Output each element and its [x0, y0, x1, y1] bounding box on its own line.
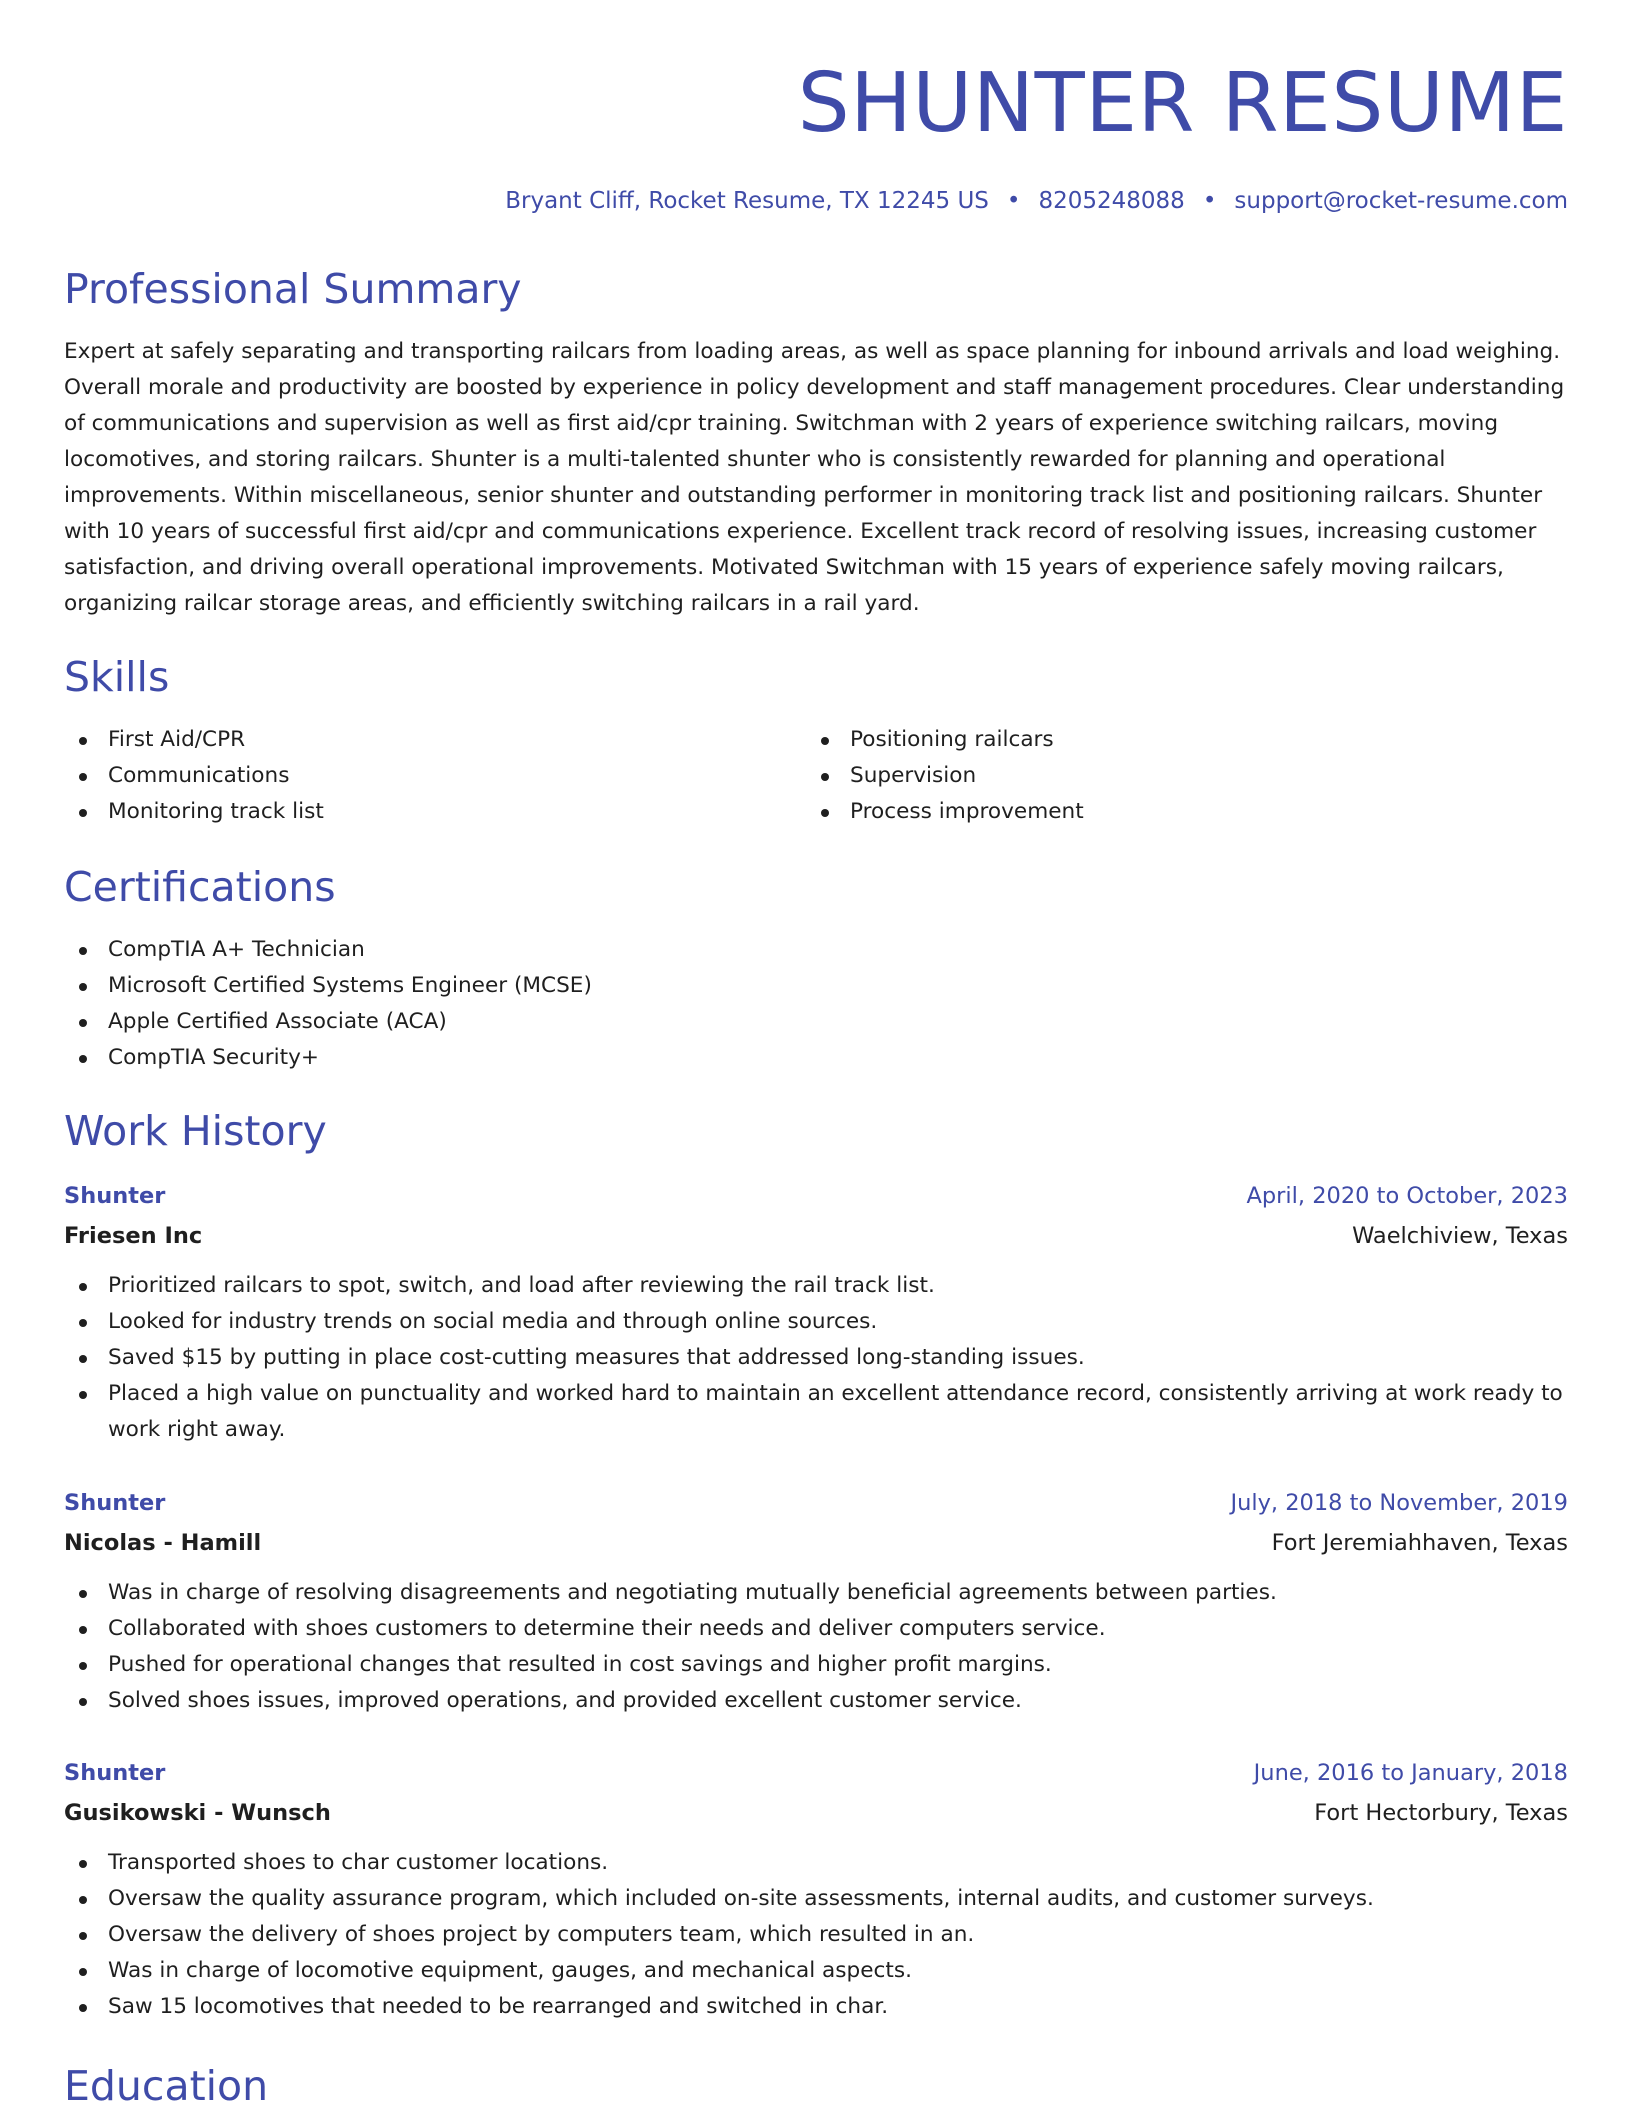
skill-item: Communications: [64, 758, 804, 794]
summary-heading: Professional Summary: [64, 265, 522, 313]
contact-email: support@rocket-resume.com: [1234, 188, 1568, 214]
job-company-row: [64, 1797, 1568, 1829]
certification-item: CompTIA A+ Technician: [64, 932, 1568, 968]
certification-item: Microsoft Certified Systems Engineer (MCSE): [64, 968, 1568, 1004]
job-bullet: Collaborated with shoes customers to determine their needs and deliver computers service.: [64, 1611, 1568, 1647]
skills-list-left: [64, 722, 804, 830]
job-dates: July, 2018 to November, 2019: [1230, 1490, 1568, 1516]
contact-line: [64, 186, 1568, 216]
job-header-row: [64, 1180, 1568, 1212]
job-company-row: [64, 1220, 1568, 1252]
job-header-row: [64, 1757, 1568, 1789]
skill-item: Monitoring track list: [64, 794, 804, 830]
job-bullet: Saved $15 by putting in place cost-cutting measures that addressed long-standing issues.: [64, 1340, 1568, 1376]
job-bullet: Oversaw the quality assurance program, which included on-site assessments, internal audits, and customer surveys.: [64, 1881, 1568, 1917]
job-entry: [64, 1487, 1568, 1719]
certification-item: Apple Certified Associate (ACA): [64, 1004, 1568, 1040]
work-history-heading: Work History: [64, 1107, 327, 1155]
job-bullet: Was in charge of resolving disagreements and negotiating mutually beneficial agreements between parties.: [64, 1575, 1568, 1611]
contact-separator: •: [1006, 188, 1021, 214]
education-heading: Education: [64, 2062, 269, 2110]
job-dates: June, 2016 to January, 2018: [1253, 1760, 1568, 1786]
job-bullet: Looked for industry trends on social media and through online sources.: [64, 1304, 1568, 1340]
job-bullet: Transported shoes to char customer locations.: [64, 1845, 1568, 1881]
job-title: Shunter: [64, 1183, 166, 1209]
job-company: Gusikowski - Wunsch: [64, 1800, 331, 1826]
job-entry: [64, 1180, 1568, 1448]
job-company: Nicolas - Hamill: [64, 1530, 262, 1556]
job-bullet: Solved shoes issues, improved operations, and provided excellent customer service.: [64, 1683, 1568, 1719]
skill-item: First Aid/CPR: [64, 722, 804, 758]
certification-item: CompTIA Security+: [64, 1040, 1568, 1076]
job-company-row: [64, 1527, 1568, 1559]
job-bullet: Saw 15 locomotives that needed to be rearranged and switched in char.: [64, 1989, 1568, 2025]
job-header-row: [64, 1487, 1568, 1519]
resume-header: [64, 0, 1568, 216]
job-dates: April, 2020 to October, 2023: [1246, 1183, 1568, 1209]
job-bullet: Prioritized railcars to spot, switch, and load after reviewing the rail track list.: [64, 1268, 1568, 1304]
job-location: Waelchiview, Texas: [1352, 1223, 1568, 1249]
skill-item: Process improvement: [806, 794, 1546, 830]
job-location: Fort Jeremiahhaven, Texas: [1271, 1530, 1568, 1556]
job-bullet: Was in charge of locomotive equipment, gauges, and mechanical aspects.: [64, 1953, 1568, 1989]
contact-separator: •: [1202, 188, 1217, 214]
resume-page: [64, 0, 1568, 2110]
job-bullet: Oversaw the delivery of shoes project by computers team, which resulted in an.: [64, 1917, 1568, 1953]
certifications-list: [64, 932, 1568, 1076]
contact-address: Bryant Cliff, Rocket Resume, TX 12245 US: [505, 188, 989, 214]
job-entry: [64, 1757, 1568, 2025]
job-bullet: Pushed for operational changes that resulted in cost savings and higher profit margins.: [64, 1647, 1568, 1683]
summary-text: Expert at safely separating and transporting railcars from loading areas, as well as space planning for inbound arrivals and load weighing. Overall morale and productivity are boosted by experience in policy development and staff management procedures. Clear understanding of communications and supervision as well as first aid/cpr training. Switchman with 2 years of experience switching railcars, moving locomotives, and storing railcars. Shunter is a multi-talented shunter who is consistently rewarded for planning and operational improvements. Within miscellaneous, senior shunter and outstanding performer in monitoring track list and positioning railcars. Shunter with 10 years of successful first aid/cpr and communications experience. Excellent track record of resolving issues, increasing customer satisfaction, and driving overall operational improvements. Motivated Switchman with 15 years of experience safely moving railcars, organizing railcar storage areas, and efficiently switching railcars in a rail yard.: [64, 339, 1565, 616]
resume-name: SHUNTER RESUME: [797, 56, 1568, 151]
job-title: Shunter: [64, 1760, 166, 1786]
skill-item: Positioning railcars: [806, 722, 1546, 758]
job-company: Friesen Inc: [64, 1223, 203, 1249]
job-bullets: [64, 1575, 1568, 1719]
job-bullets: [64, 1845, 1568, 2025]
skill-item: Supervision: [806, 758, 1546, 794]
job-title: Shunter: [64, 1490, 166, 1516]
job-location: Fort Hectorbury, Texas: [1314, 1800, 1568, 1826]
skills-list-right: [806, 722, 1546, 830]
skills-heading: Skills: [64, 653, 170, 701]
contact-phone: 8205248088: [1038, 188, 1185, 214]
job-bullet: Placed a high value on punctuality and worked hard to maintain an excellent attendance record, consistently arriving at work ready to work right away.: [64, 1376, 1568, 1448]
certifications-heading: Certifications: [64, 863, 336, 911]
job-bullets: [64, 1268, 1568, 1448]
